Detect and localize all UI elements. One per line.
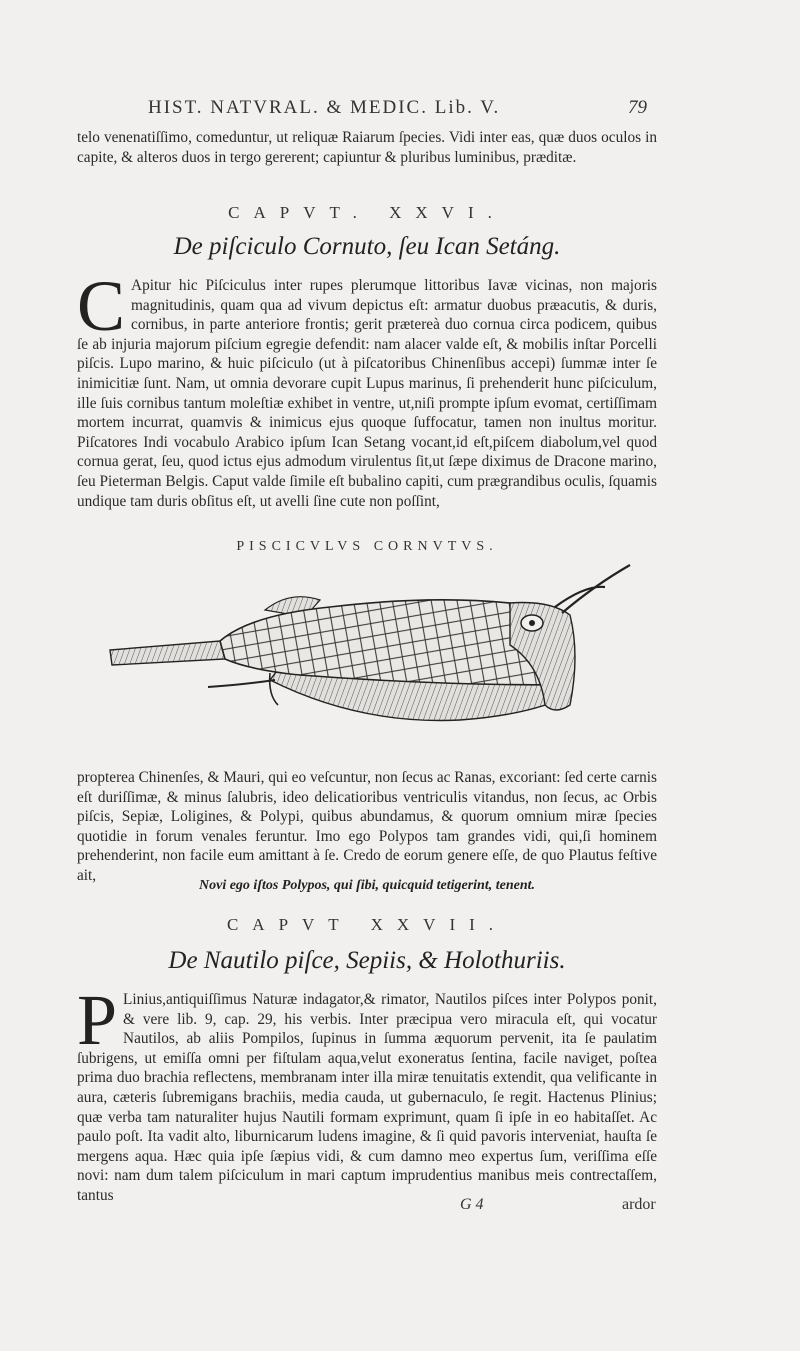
chapter-27-body-text: Linius,antiquiſſimus Naturæ indagator,& rimator, Nautilos piſces inter Polypos ponit, & vere lib. 9, cap. 29, his verbis. Inter præcipua vero miracula eſt, qui vocatur Nautilos, ab aliis Pompilos, ſupinus in ſumma æquorum pervenit, ita ſe paulatim ſubrigens, ut emiſſa omni per fiſtulam aqua,velut exoneratus ſentina, facile naviget, poſtea prima duo brachia reflectens, membranam inter illa miræ tenuitatis extendit, qua velificante in aura, cæteris ſubremigans brachiis, media cauda, ut gubernaculo, ſe regit. Hactenus Plinius; quæ verba tam naturaliter hujus Nautili formam exprimunt, quam ſi ipſe in eo habitaſſet. Ac paulo poſt. Ita vadit alto, liburnicarum ludens imagine, & ſi quid pavoris interveniat, hauſta ſe mergens aqua. Hæc quia ipſe ſæpius vidi, & cum damno meo expertus ſum, veriſſima eſſe novi: nam dum talem piſciculum in mari captum imprudentius manibus meis contrectaſſem, tantus <box>77 991 657 1204</box>
plautus-quote: Novi ego iſtos Polypos, qui ſibi, quicquid tetigerint, tenent. <box>199 878 535 893</box>
top-paragraph-text: telo venenatiſſimo, comeduntur, ut reliquæ Raiarum ſpecies. Vidi inter eas, quæ duos oculos in capite, & alteros duos in tergo gererent; capiuntur & pluribus luminibus, præditæ. <box>77 129 657 166</box>
chapter-26-body-text: Apitur hic Piſciculus inter rupes plerumque littoribus Iavæ vicinas, non majoris magnitudinis, quam qua ad vivum depictus eſt: armatur duobus præacutis, & duris, cornibus, in parte anteriore frontis; gerit prætereà duo cornua circa podicem, quibus ſe ab injuria majorum piſcium egregie defendit: nam alacer valde eſt, & mobilis inſtar Porcelli piſcis. Lupo marino, & huic piſciculo (ut à piſcatoribus Chinenſibus accepi) ſummæ inter ſe inimicitiæ ſunt. Nam, ut omnia devorare cupit Lupus marinus, ſi prehenderit hunc piſciculum, ille ſuis cornibus tantum moleſtiæ exhibet in ventre, ut,niſi prompte ipſum evomat, certiſſimam mortem incurrat, quamvis & inimicus ejus quoque ſuffocatur, tamen non inultus moritur. Piſcatores Indi vocabulo Arabico ipſum Ican Setang vocant,id eſt,piſcem diabolum,vel quod cornua gerat, ſeu, quod ictus ejus admodum virulentus ſit,ut ſæpe diximus de Dracone marino, ſeu Pieterman Belgis. Caput valde ſimile eſt bubalino capiti, cum prægrandibus oculis, ſquamis undique tam duris obſitus eſt, ut avelli ſine cute non poſſint, <box>77 277 657 510</box>
top-paragraph <box>77 128 657 167</box>
chapter-27-heading: CAPVT XXVII. <box>226 915 508 934</box>
catchword: ardor <box>622 1196 656 1213</box>
figure-caption: PISCICVLVS CORNVTVS. <box>236 539 498 554</box>
chapter-27-title: De Nautilo piſce, Sepiis, & Holothuriis. <box>168 947 566 974</box>
chapter-26-body <box>77 266 657 511</box>
chapter-27-body <box>77 980 657 1206</box>
chapter-26-title: De piſciculo Cornuto, ſeu Ican Setáng. <box>173 233 561 260</box>
horned-fish-illustration <box>100 555 640 750</box>
running-head: HIST. NATVRAL. & MEDIC. Lib. V. <box>148 97 501 118</box>
signature-mark: G 4 <box>460 1196 484 1213</box>
dropcap-p: P <box>77 980 118 1060</box>
chapter-26-body-continued-text: propterea Chinenſes, & Mauri, qui eo veſcuntur, non ſecus ac Ranas, excoriant: ſed certe carnis eſt duriſſimæ, & minus ſalubris, ideo delicatioribus ventriculis vitandus, non ſecus, ac Orbis piſcis, Sepiæ, Loligines, & Polypi, quibus abundamus, & quorum omnium miræ ſpecies quotidie in forum venales feruntur. Imo ego Polypos tam grandes vidi, qui,ſi hominem prehenderint, non facile eum amittant à ſe. Credo de eorum genere eſſe, de quo Plautus feſtive ait, <box>77 769 657 884</box>
chapter-26-body-continued <box>77 768 657 886</box>
chapter-26-heading: CAPVT. XXVI. <box>228 203 506 222</box>
page-number: 79 <box>628 97 647 118</box>
dropcap-c: C <box>77 266 126 346</box>
